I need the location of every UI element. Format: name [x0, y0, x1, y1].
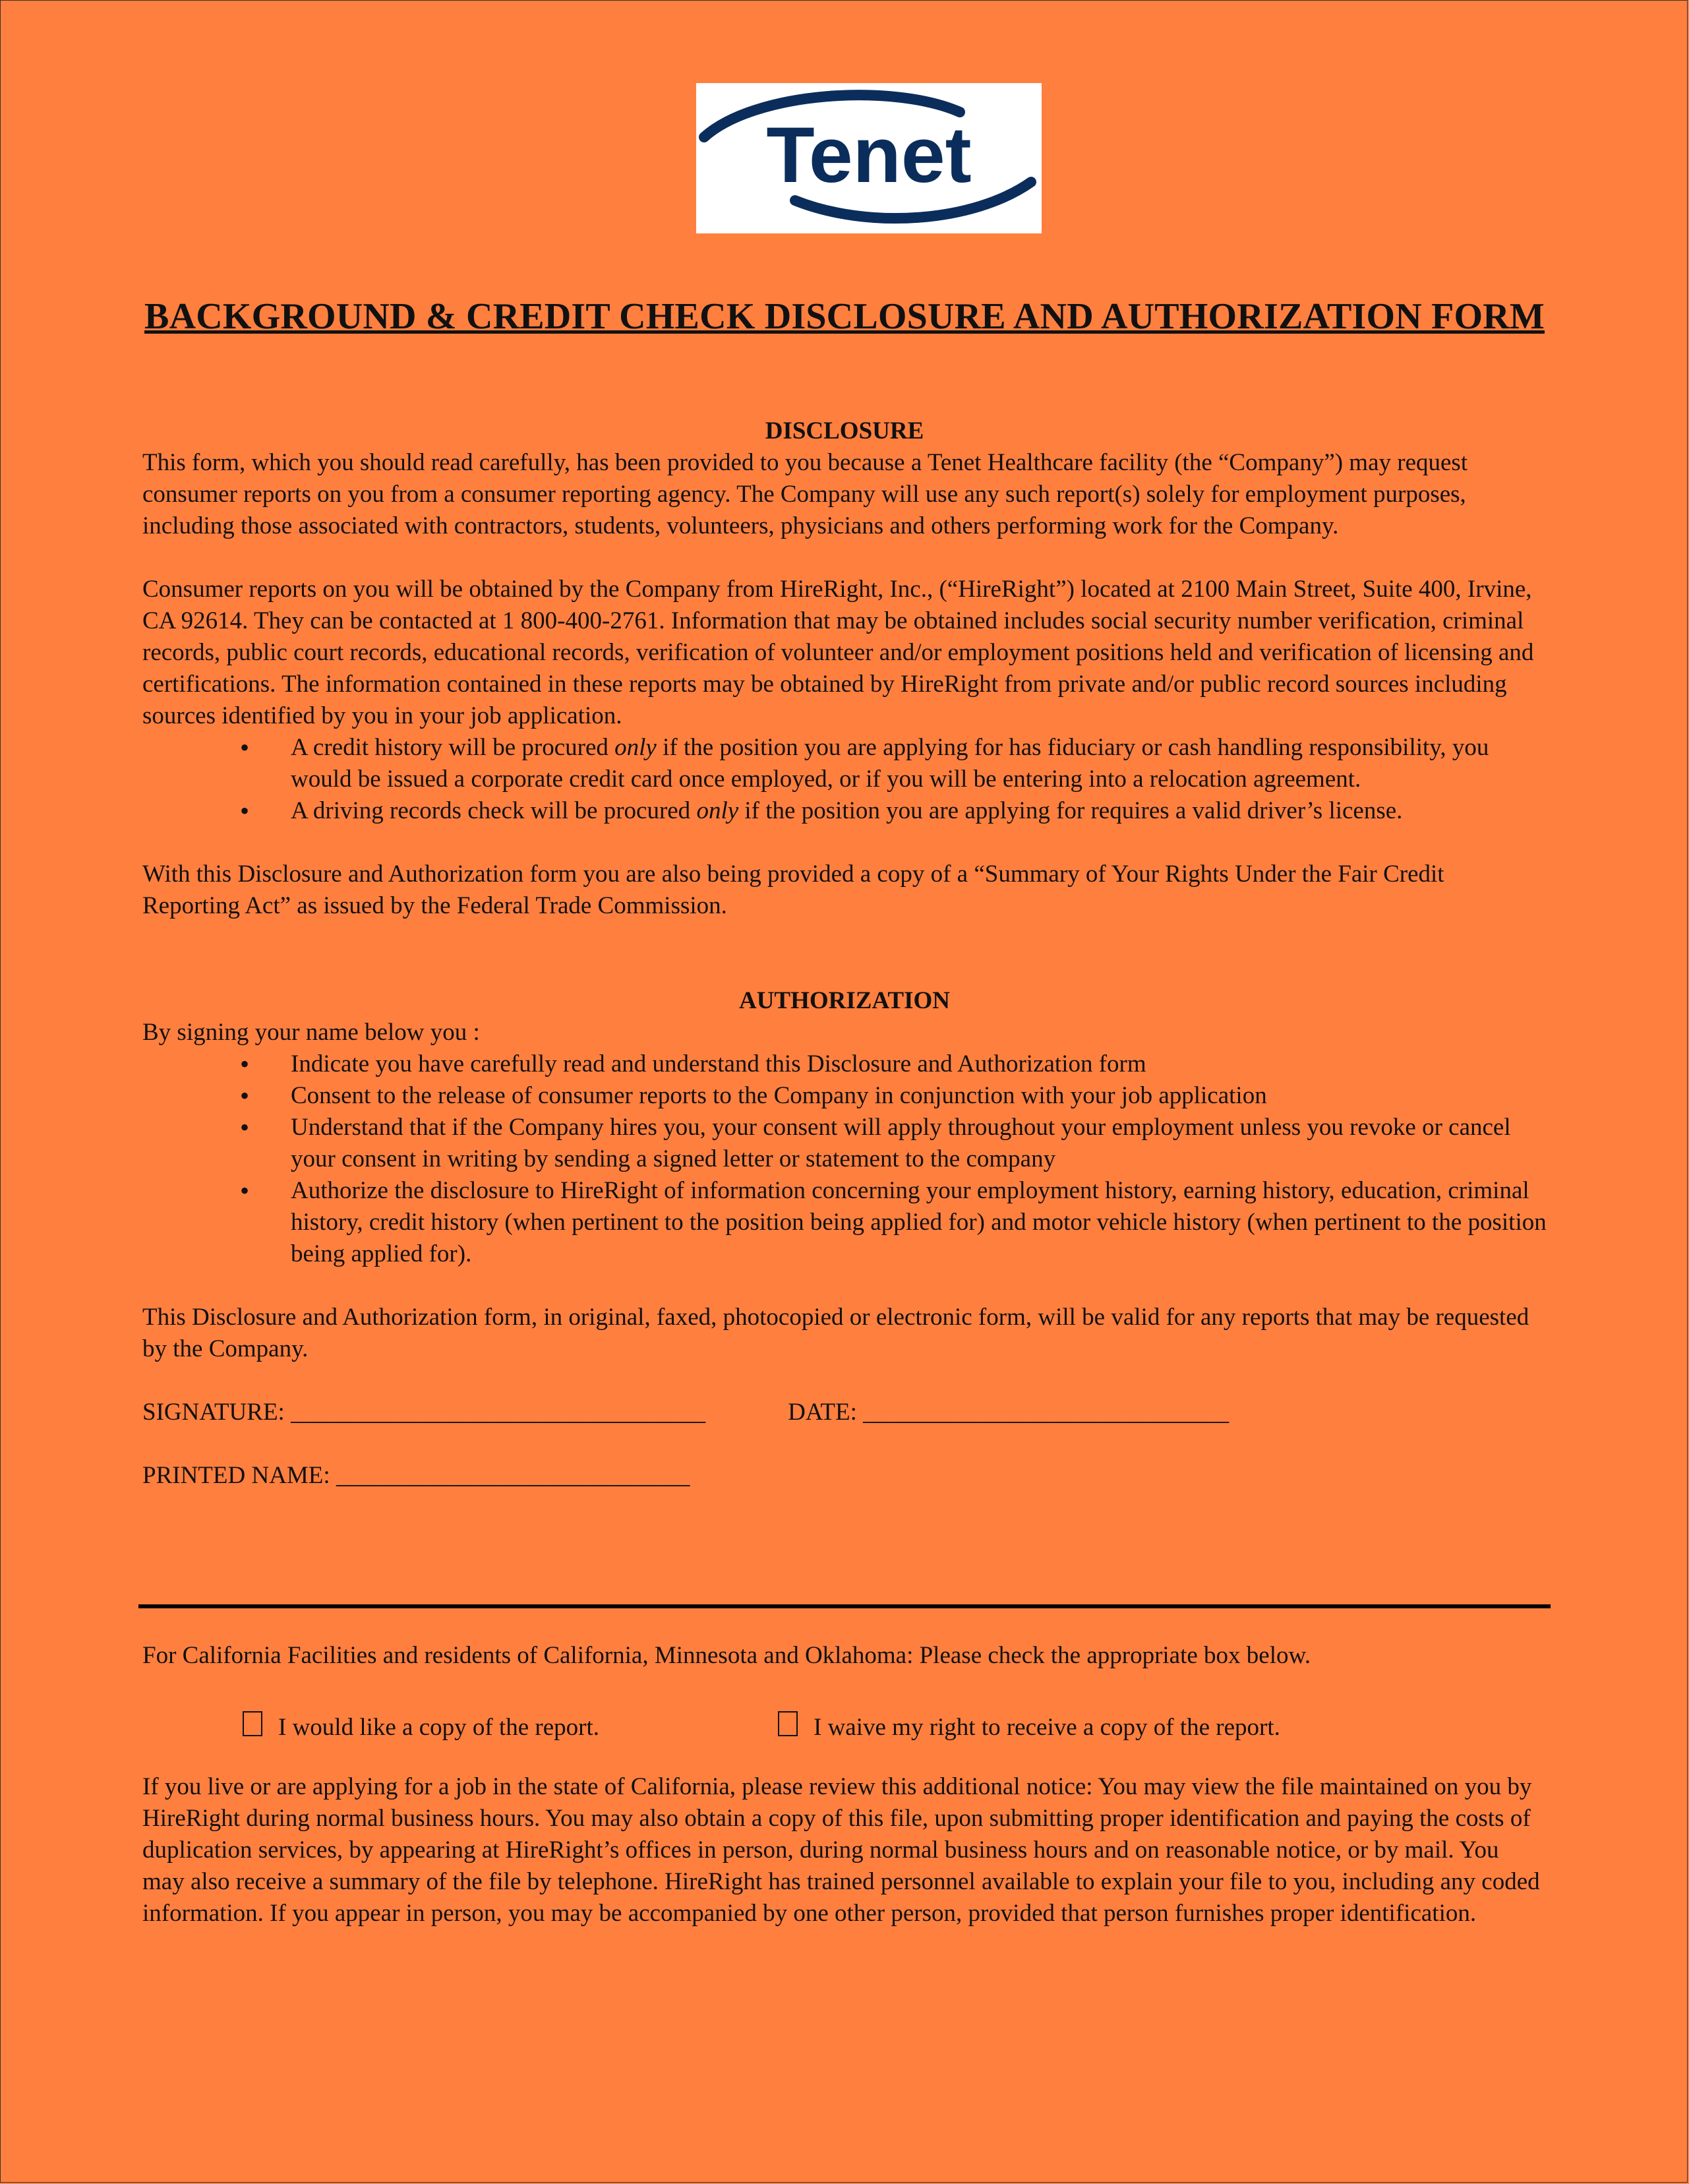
disclosure-bullets	[142, 732, 1547, 827]
california-instruction: For California Facilities and residents of California, Minnesota and Oklahoma: Please check the appropriate box below.	[142, 1642, 1311, 1669]
disclosure-paragraph-2: Consumer reports on you will be obtained by the Company from HireRight, Inc., (“HireRight”) located at 2100 Main Street, Suite 400, Irvine, CA 92614. They can be contacted at 1 800-400-2761. Information that may be obtained includes social security number verification, criminal records, public court records, educational records, verification of volunteer and/or employment positions held and verification of licensing and certifications. The information contained in these reports may be obtained by HireRight from private and/or public record sources including sources identified by you in your job application.	[142, 576, 1534, 729]
waive-report-option[interactable]	[778, 1712, 1280, 1744]
authorization-intro: By signing your name below you :	[142, 1019, 480, 1046]
list-item: • Consent to the release of consumer reports to the Company in conjunction with your job application	[142, 1080, 1547, 1112]
authorization-bullets	[142, 1048, 1547, 1270]
list-item: • Authorize the disclosure to HireRight of information concerning your employment history, earning history, education, criminal history, credit history (when pertinent to the position being applied for) and motor vehicle history (when pertinent to the position being applied for).	[142, 1175, 1547, 1270]
logo-wordmark: Tenet	[766, 111, 972, 199]
list-item: • A driving records check will be procured only if the position you are applying for requires a valid driver’s license.	[142, 795, 1547, 827]
tenet-logo	[696, 83, 1042, 233]
authorization-heading: AUTHORIZATION	[738, 987, 951, 1014]
authorization-validity: This Disclosure and Authorization form, in original, faxed, photocopied or electronic form, will be valid for any reports that may be requested by the Company.	[142, 1304, 1529, 1362]
date-field[interactable]: DATE: ______________________________	[788, 1399, 1230, 1426]
copy-report-checkbox[interactable]	[243, 1711, 262, 1736]
waive-report-label: I waive my right to receive a copy of the report.	[814, 1714, 1280, 1741]
california-section	[142, 1640, 1547, 1929]
disclosure-paragraph-1: This form, which you should read carefully, has been provided to you because a Tenet Healthcare facility (the “Company”) may request consumer reports on you from a consumer reporting agency. The Company will use any such report(s) solely for employment purposes, including those associated with contractors, students, volunteers, physicians and others performing work for the Company.	[142, 449, 1468, 539]
disclosure-paragraph-3: With this Disclosure and Authorization form you are also being provided a copy of a “Summary of Your Rights Under the Fair Credit Reporting Act” as issued by the Federal Trade Commission.	[142, 861, 1444, 919]
copy-report-option[interactable]	[243, 1712, 599, 1744]
printed-name-field[interactable]: PRINTED NAME: _____________________________	[142, 1462, 690, 1489]
section-divider	[138, 1604, 1551, 1608]
form-title: BACKGROUND & CREDIT CHECK DISCLOSURE AND AUTHORIZATION FORM	[144, 296, 1545, 337]
list-item: • Indicate you have carefully read and understand this Disclosure and Authorization form	[142, 1048, 1547, 1080]
waive-report-checkbox[interactable]	[778, 1711, 798, 1736]
signature-field[interactable]: SIGNATURE: __________________________________	[142, 1399, 706, 1426]
tenet-logo-graphic	[696, 83, 1042, 233]
copy-report-label: I would like a copy of the report.	[278, 1714, 600, 1741]
list-item: • A credit history will be procured only if the position you are applying for has fiduciary or cash handling responsibility, you would be issued a corporate credit card once employed, or if you will be entering into a relocation agreement.	[142, 732, 1547, 795]
signature-date-row	[142, 1397, 1547, 1428]
list-item: • Understand that if the Company hires you, your consent will apply throughout your employment unless you revoke or cancel your consent in writing by sending a signed letter or statement to the company	[142, 1112, 1547, 1175]
disclosure-heading: DISCLOSURE	[765, 417, 924, 444]
report-copy-options	[142, 1712, 1547, 1751]
california-notice: If you live or are applying for a job in the state of California, please review this additional notice: You may view the file maintained on you by HireRight during normal business hours. You may also obtain a copy of this file, upon submitting proper identification and paying the costs of duplication services, by appearing at HireRight’s offices in person, during normal business hours and on reasonable notice, or by mail. You may also receive a summary of the file by telephone. HireRight has trained personnel available to explain your file to you, including any coded information. If you appear in person, you may be accompanied by one other person, provided that person furnishes proper identification.	[142, 1773, 1540, 1927]
form-body	[142, 415, 1547, 1492]
